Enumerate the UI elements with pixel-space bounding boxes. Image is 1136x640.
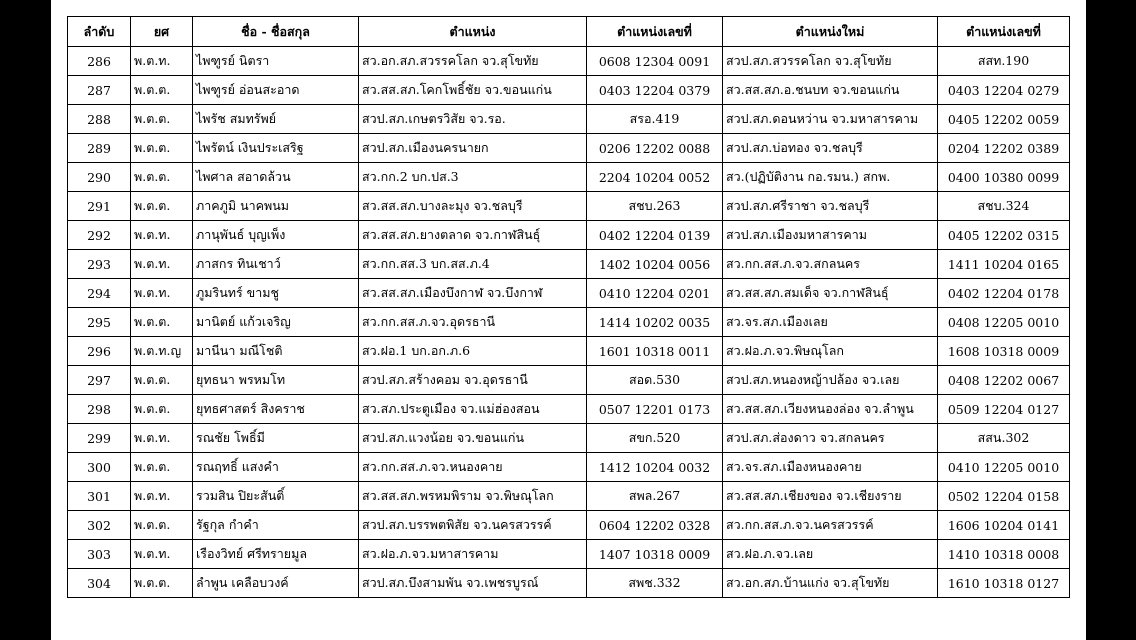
- table-row: [68, 308, 1070, 337]
- header-position: ตำแหน่ง: [359, 17, 587, 47]
- table-row: [68, 163, 1070, 192]
- cell-position-number: สพช.332: [587, 569, 723, 598]
- table-row: [68, 395, 1070, 424]
- cell-position-number: สขก.520: [587, 424, 723, 453]
- cell-rank: พ.ต.ท.: [131, 540, 193, 569]
- cell-position: สว.สส.สภ.พรหมพิราม จว.พิษณุโลก: [359, 482, 587, 511]
- cell-new-position-number: 0502 12204 0158: [938, 482, 1070, 511]
- cell-position: สวป.สภ.แวงน้อย จว.ขอนแก่น: [359, 424, 587, 453]
- cell-new-position: สว.จร.สภ.เมืองเลย: [723, 308, 938, 337]
- cell-order: 300: [68, 453, 131, 482]
- cell-position: สว.กก.2 บก.ปส.3: [359, 163, 587, 192]
- personnel-table: [67, 16, 1070, 598]
- cell-rank: พ.ต.ต.: [131, 366, 193, 395]
- cell-position-number: 0402 12204 0139: [587, 221, 723, 250]
- cell-position-number: 0604 12202 0328: [587, 511, 723, 540]
- cell-order: 301: [68, 482, 131, 511]
- cell-rank: พ.ต.ต.: [131, 569, 193, 598]
- cell-position: สว.กก.สส.ภ.จว.หนองคาย: [359, 453, 587, 482]
- cell-new-position: สว.อก.สภ.บ้านแก่ง จว.สุโขทัย: [723, 569, 938, 598]
- cell-order: 296: [68, 337, 131, 366]
- cell-full-name: ไพรัช สมทรัพย์: [193, 105, 359, 134]
- cell-rank: พ.ต.ต.: [131, 76, 193, 105]
- cell-position-number: สชบ.263: [587, 192, 723, 221]
- table-row: [68, 366, 1070, 395]
- cell-order: 288: [68, 105, 131, 134]
- cell-full-name: รัฐกุล กำคำ: [193, 511, 359, 540]
- cell-rank: พ.ต.ต.: [131, 453, 193, 482]
- cell-order: 297: [68, 366, 131, 395]
- cell-rank: พ.ต.ต.: [131, 395, 193, 424]
- header-full-name: ชื่อ - ชื่อสกุล: [193, 17, 359, 47]
- cell-full-name: ไพรัตน์ เงินประเสริฐ: [193, 134, 359, 163]
- cell-rank: พ.ต.ท.: [131, 250, 193, 279]
- table-row: [68, 221, 1070, 250]
- cell-new-position-number: 0410 12205 0010: [938, 453, 1070, 482]
- cell-new-position-number: 0509 12204 0127: [938, 395, 1070, 424]
- cell-rank: พ.ต.ต.: [131, 308, 193, 337]
- cell-position-number: 2204 10204 0052: [587, 163, 723, 192]
- cell-full-name: รณฤทธิ์ แสงคำ: [193, 453, 359, 482]
- cell-order: 303: [68, 540, 131, 569]
- cell-position-number: 1601 10318 0011: [587, 337, 723, 366]
- cell-order: 287: [68, 76, 131, 105]
- cell-position: สว.กก.สส.ภ.จว.อุดรธานี: [359, 308, 587, 337]
- cell-new-position-number: 1606 10204 0141: [938, 511, 1070, 540]
- cell-new-position-number: 0405 12202 0315: [938, 221, 1070, 250]
- cell-new-position: สว.สส.สภ.อ.ชนบท จว.ขอนแก่น: [723, 76, 938, 105]
- table-row: [68, 337, 1070, 366]
- cell-new-position: สว.(ปฏิบัติงาน กอ.รมน.) สกพ.: [723, 163, 938, 192]
- cell-new-position: สวป.สภ.บ่อทอง จว.ชลบุรี: [723, 134, 938, 163]
- table-row: [68, 279, 1070, 308]
- table-row: [68, 540, 1070, 569]
- cell-new-position: สว.สส.สภ.สมเด็จ จว.กาฬสินธุ์: [723, 279, 938, 308]
- cell-full-name: ภาคภูมิ นาคพนม: [193, 192, 359, 221]
- cell-position-number: 0206 12202 0088: [587, 134, 723, 163]
- cell-order: 295: [68, 308, 131, 337]
- table-row: [68, 569, 1070, 598]
- cell-full-name: เรืองวิทย์ ศรีทรายมูล: [193, 540, 359, 569]
- cell-position-number: 1412 10204 0032: [587, 453, 723, 482]
- cell-position: สว.สส.สภ.โคกโพธิ์ชัย จว.ขอนแก่น: [359, 76, 587, 105]
- cell-rank: พ.ต.ต.: [131, 163, 193, 192]
- cell-full-name: ยุทธศาสตร์ สิงคราช: [193, 395, 359, 424]
- cell-new-position-number: 1411 10204 0165: [938, 250, 1070, 279]
- cell-new-position: สวป.สภ.ดอนหว่าน จว.มหาสารคาม: [723, 105, 938, 134]
- cell-new-position: สว.สส.สภ.เชียงของ จว.เชียงราย: [723, 482, 938, 511]
- cell-order: 291: [68, 192, 131, 221]
- header-new-position-number: ตำแหน่งเลขที่: [938, 17, 1070, 47]
- cell-order: 304: [68, 569, 131, 598]
- cell-position: สวป.สภ.บรรพตพิสัย จว.นครสวรรค์: [359, 511, 587, 540]
- table-row: [68, 134, 1070, 163]
- cell-order: 302: [68, 511, 131, 540]
- cell-order: 294: [68, 279, 131, 308]
- cell-full-name: ภาสกร ทินเชาว์: [193, 250, 359, 279]
- table-body: [68, 47, 1070, 598]
- cell-position-number: 1414 10202 0035: [587, 308, 723, 337]
- cell-full-name: รณชัย โพธิ์มี: [193, 424, 359, 453]
- cell-rank: พ.ต.ท.: [131, 221, 193, 250]
- table-row: [68, 511, 1070, 540]
- cell-rank: พ.ต.ต.: [131, 134, 193, 163]
- cell-new-position-number: 0400 10380 0099: [938, 163, 1070, 192]
- cell-new-position-number: 1610 10318 0127: [938, 569, 1070, 598]
- cell-new-position: สวป.สภ.ส่องดาว จว.สกลนคร: [723, 424, 938, 453]
- cell-new-position-number: สสน.302: [938, 424, 1070, 453]
- cell-position: สว.ฝอ.ภ.จว.มหาสารคาม: [359, 540, 587, 569]
- cell-position-number: สอด.530: [587, 366, 723, 395]
- table-row: [68, 105, 1070, 134]
- cell-full-name: มานิตย์ แก้วเจริญ: [193, 308, 359, 337]
- table-row: [68, 482, 1070, 511]
- cell-full-name: รวมสิน ปิยะสันติ์: [193, 482, 359, 511]
- cell-position-number: 1402 10204 0056: [587, 250, 723, 279]
- cell-order: 299: [68, 424, 131, 453]
- cell-rank: พ.ต.ต.: [131, 511, 193, 540]
- cell-new-position-number: สสท.190: [938, 47, 1070, 76]
- header-rank: ยศ: [131, 17, 193, 47]
- cell-rank: พ.ต.ท.: [131, 424, 193, 453]
- cell-position-number: สรอ.419: [587, 105, 723, 134]
- cell-order: 293: [68, 250, 131, 279]
- cell-rank: พ.ต.ท.: [131, 47, 193, 76]
- cell-position: สว.สภ.ประตูเมือง จว.แม่ฮ่องสอน: [359, 395, 587, 424]
- cell-full-name: ภูมรินทร์ ขามชู: [193, 279, 359, 308]
- cell-new-position-number: 0408 12205 0010: [938, 308, 1070, 337]
- cell-full-name: ยุทธนา พรหมโท: [193, 366, 359, 395]
- table-row: [68, 250, 1070, 279]
- cell-order: 290: [68, 163, 131, 192]
- document-page: [51, 0, 1086, 640]
- cell-position: สวป.สภ.สร้างคอม จว.อุดรธานี: [359, 366, 587, 395]
- cell-position: สว.กก.สส.3 บก.สส.ภ.4: [359, 250, 587, 279]
- cell-position: สว.อก.สภ.สวรรคโลก จว.สุโขทัย: [359, 47, 587, 76]
- cell-full-name: ไพศาล สอาดล้วน: [193, 163, 359, 192]
- cell-rank: พ.ต.ท.ญ: [131, 337, 193, 366]
- table-row: [68, 424, 1070, 453]
- cell-new-position: สว.กก.สส.ภ.จว.สกลนคร: [723, 250, 938, 279]
- table-row: [68, 453, 1070, 482]
- cell-new-position: สว.สส.สภ.เวียงหนองล่อง จว.ลำพูน: [723, 395, 938, 424]
- cell-new-position: สว.ฝอ.ภ.จว.เลย: [723, 540, 938, 569]
- cell-new-position-number: 1410 10318 0008: [938, 540, 1070, 569]
- cell-full-name: ไพฑูรย์ อ่อนสะอาด: [193, 76, 359, 105]
- cell-new-position-number: 0405 12202 0059: [938, 105, 1070, 134]
- cell-new-position-number: สชบ.324: [938, 192, 1070, 221]
- cell-position-number: สพล.267: [587, 482, 723, 511]
- cell-position-number: 0608 12304 0091: [587, 47, 723, 76]
- cell-new-position: สว.กก.สส.ภ.จว.นครสวรรค์: [723, 511, 938, 540]
- cell-order: 298: [68, 395, 131, 424]
- table-row: [68, 192, 1070, 221]
- cell-position: สว.สส.สภ.บางละมุง จว.ชลบุรี: [359, 192, 587, 221]
- cell-new-position-number: 0204 12202 0389: [938, 134, 1070, 163]
- header-position-number: ตำแหน่งเลขที่: [587, 17, 723, 47]
- cell-rank: พ.ต.ท.: [131, 279, 193, 308]
- cell-position-number: 1407 10318 0009: [587, 540, 723, 569]
- table-header-row: [68, 17, 1070, 47]
- cell-order: 292: [68, 221, 131, 250]
- cell-position: สว.สส.สภ.ยางตลาด จว.กาฬสินธุ์: [359, 221, 587, 250]
- cell-position-number: 0403 12204 0379: [587, 76, 723, 105]
- table-row: [68, 47, 1070, 76]
- cell-position: สว.สส.สภ.เมืองบึงกาฬ จว.บึงกาฬ: [359, 279, 587, 308]
- cell-new-position: สวป.สภ.สวรรคโลก จว.สุโขทัย: [723, 47, 938, 76]
- cell-new-position-number: 0408 12202 0067: [938, 366, 1070, 395]
- table-row: [68, 76, 1070, 105]
- header-order: ลำดับ: [68, 17, 131, 47]
- cell-new-position: สวป.สภ.ศรีราชา จว.ชลบุรี: [723, 192, 938, 221]
- cell-rank: พ.ต.ต.: [131, 105, 193, 134]
- cell-rank: พ.ต.ต.: [131, 192, 193, 221]
- cell-full-name: ไพฑูรย์ นิตรา: [193, 47, 359, 76]
- cell-full-name: ลำพูน เคลือบวงค์: [193, 569, 359, 598]
- cell-full-name: มานีนา มณีโชติ: [193, 337, 359, 366]
- cell-new-position-number: 0402 12204 0178: [938, 279, 1070, 308]
- cell-new-position: สวป.สภ.เมืองมหาสารคาม: [723, 221, 938, 250]
- cell-full-name: ภานุพันธ์ บุญเพ็ง: [193, 221, 359, 250]
- cell-position-number: 0410 12204 0201: [587, 279, 723, 308]
- cell-position-number: 0507 12201 0173: [587, 395, 723, 424]
- cell-position: สว.ฝอ.1 บก.อก.ภ.6: [359, 337, 587, 366]
- cell-new-position-number: 1608 10318 0009: [938, 337, 1070, 366]
- cell-order: 289: [68, 134, 131, 163]
- cell-new-position: สวป.สภ.หนองหญ้าปล้อง จว.เลย: [723, 366, 938, 395]
- cell-new-position: สว.จร.สภ.เมืองหนองคาย: [723, 453, 938, 482]
- header-new-position: ตำแหน่งใหม่: [723, 17, 938, 47]
- cell-position: สวป.สภ.เกษตรวิสัย จว.รอ.: [359, 105, 587, 134]
- cell-new-position-number: 0403 12204 0279: [938, 76, 1070, 105]
- cell-position: สวป.สภ.บึงสามพัน จว.เพชรบูรณ์: [359, 569, 587, 598]
- cell-rank: พ.ต.ท.: [131, 482, 193, 511]
- cell-position: สวป.สภ.เมืองนครนายก: [359, 134, 587, 163]
- cell-order: 286: [68, 47, 131, 76]
- cell-new-position: สว.ฝอ.ภ.จว.พิษณุโลก: [723, 337, 938, 366]
